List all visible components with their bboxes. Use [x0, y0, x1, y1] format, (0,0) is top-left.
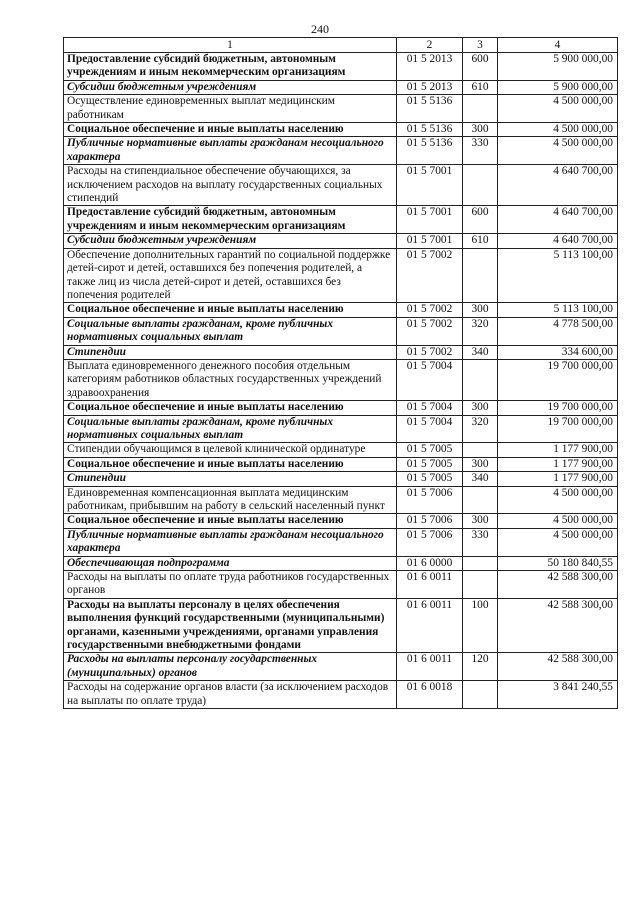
row-amount-cell: 5 900 000,00	[498, 53, 618, 81]
table-row	[64, 571, 618, 599]
row-amount-cell: 4 500 000,00	[498, 486, 618, 514]
table-row	[64, 123, 618, 137]
row-amount-cell: 4 640 700,00	[498, 206, 618, 234]
row-expense-type-cell: 300	[463, 401, 498, 415]
row-code-cell: 01 5 7006	[397, 528, 463, 556]
row-amount-cell: 19 700 000,00	[498, 415, 618, 443]
row-expense-type-cell	[463, 95, 498, 123]
table-body	[64, 53, 618, 709]
row-amount-cell: 4 778 500,00	[498, 317, 618, 345]
row-amount-cell: 4 500 000,00	[498, 137, 618, 165]
row-expense-type-cell: 300	[463, 457, 498, 471]
row-name-cell: Стипендии обучающимся в целевой клинической ординатуре	[64, 443, 397, 457]
row-amount-cell: 4 500 000,00	[498, 95, 618, 123]
row-code-cell: 01 5 7005	[397, 443, 463, 457]
row-amount-cell: 4 640 700,00	[498, 234, 618, 248]
row-expense-type-cell: 600	[463, 206, 498, 234]
row-code-cell: 01 5 7006	[397, 486, 463, 514]
row-expense-type-cell: 300	[463, 303, 498, 317]
row-amount-cell: 50 180 840,55	[498, 556, 618, 570]
row-name-cell: Осуществление единовременных выплат медицинским работникам	[64, 95, 397, 123]
column-header-3: 3	[463, 38, 498, 53]
table-row	[64, 472, 618, 486]
row-name-cell: Социальное обеспечение и иные выплаты населению	[64, 123, 397, 137]
row-code-cell: 01 5 7002	[397, 303, 463, 317]
row-name-cell: Стипендии	[64, 472, 397, 486]
row-expense-type-cell	[463, 571, 498, 599]
row-code-cell: 01 5 5136	[397, 123, 463, 137]
table-row	[64, 681, 618, 709]
row-amount-cell: 3 841 240,55	[498, 681, 618, 709]
table-row	[64, 528, 618, 556]
row-code-cell: 01 5 7004	[397, 359, 463, 400]
row-name-cell: Публичные нормативные выплаты гражданам несоциального характера	[64, 137, 397, 165]
table-row	[64, 206, 618, 234]
row-amount-cell: 19 700 000,00	[498, 359, 618, 400]
row-name-cell: Стипендии	[64, 345, 397, 359]
row-amount-cell: 5 113 100,00	[498, 248, 618, 303]
row-name-cell: Обеспечение дополнительных гарантий по социальной поддержке детей-сирот и детей, оставшихся без попечения родителей, а также лиц из числа детей-сирот и детей, оставшихся без попечения родителей	[64, 248, 397, 303]
row-name-cell: Социальные выплаты гражданам, кроме публичных нормативных социальных выплат	[64, 415, 397, 443]
row-expense-type-cell	[463, 248, 498, 303]
row-name-cell: Социальные выплаты гражданам, кроме публичных нормативных социальных выплат	[64, 317, 397, 345]
row-name-cell: Социальное обеспечение и иные выплаты населению	[64, 457, 397, 471]
table-row	[64, 443, 618, 457]
row-code-cell: 01 5 7002	[397, 345, 463, 359]
column-header-row	[64, 38, 618, 53]
row-amount-cell: 1 177 900,00	[498, 443, 618, 457]
row-expense-type-cell	[463, 681, 498, 709]
row-expense-type-cell: 300	[463, 514, 498, 528]
row-amount-cell: 4 640 700,00	[498, 165, 618, 206]
row-name-cell: Публичные нормативные выплаты гражданам несоциального характера	[64, 528, 397, 556]
row-name-cell: Обеспечивающая подпрограмма	[64, 556, 397, 570]
row-name-cell: Расходы на выплаты персоналу государственных (муниципальных) органов	[64, 653, 397, 681]
row-expense-type-cell	[463, 165, 498, 206]
row-code-cell: 01 5 5136	[397, 137, 463, 165]
row-expense-type-cell: 340	[463, 345, 498, 359]
row-amount-cell: 5 113 100,00	[498, 303, 618, 317]
table-row	[64, 137, 618, 165]
row-code-cell: 01 5 7001	[397, 165, 463, 206]
table-row	[64, 303, 618, 317]
row-amount-cell: 4 500 000,00	[498, 528, 618, 556]
row-amount-cell: 42 588 300,00	[498, 598, 618, 653]
row-expense-type-cell: 610	[463, 80, 498, 94]
table-row	[64, 248, 618, 303]
row-code-cell: 01 5 7001	[397, 206, 463, 234]
row-expense-type-cell: 100	[463, 598, 498, 653]
row-name-cell: Предоставление субсидий бюджетным, автономным учреждениям и иным некоммерческим организациям	[64, 53, 397, 81]
row-code-cell: 01 6 0011	[397, 571, 463, 599]
row-code-cell: 01 6 0011	[397, 653, 463, 681]
table-row	[64, 486, 618, 514]
table-row	[64, 317, 618, 345]
row-expense-type-cell: 120	[463, 653, 498, 681]
table-row	[64, 598, 618, 653]
row-code-cell: 01 6 0000	[397, 556, 463, 570]
row-expense-type-cell: 300	[463, 123, 498, 137]
row-amount-cell: 1 177 900,00	[498, 472, 618, 486]
table-row	[64, 415, 618, 443]
row-code-cell: 01 5 2013	[397, 53, 463, 81]
row-expense-type-cell	[463, 359, 498, 400]
row-code-cell: 01 6 0018	[397, 681, 463, 709]
row-expense-type-cell	[463, 486, 498, 514]
table-row	[64, 359, 618, 400]
row-code-cell: 01 6 0011	[397, 598, 463, 653]
row-amount-cell: 1 177 900,00	[498, 457, 618, 471]
row-name-cell: Расходы на выплаты персоналу в целях обеспечения выполнения функций государственными (муниципальными) органами, казенными учреждениями, органами управления государственными внебюджетными фондами	[64, 598, 397, 653]
page-number: 240	[311, 22, 329, 36]
budget-table	[63, 37, 618, 709]
row-expense-type-cell	[463, 556, 498, 570]
table-row	[64, 401, 618, 415]
row-expense-type-cell: 330	[463, 137, 498, 165]
row-expense-type-cell: 320	[463, 415, 498, 443]
row-expense-type-cell: 610	[463, 234, 498, 248]
row-code-cell: 01 5 5136	[397, 95, 463, 123]
row-code-cell: 01 5 2013	[397, 80, 463, 94]
row-code-cell: 01 5 7004	[397, 415, 463, 443]
column-header-2: 2	[397, 38, 463, 53]
table-row	[64, 95, 618, 123]
row-name-cell: Единовременная компенсационная выплата медицинским работникам, прибывшим на работу в сельский населенный пункт	[64, 486, 397, 514]
row-name-cell: Социальное обеспечение и иные выплаты населению	[64, 514, 397, 528]
column-header-1: 1	[64, 38, 397, 53]
table-row	[64, 514, 618, 528]
row-expense-type-cell	[463, 443, 498, 457]
row-code-cell: 01 5 7001	[397, 234, 463, 248]
row-amount-cell: 4 500 000,00	[498, 514, 618, 528]
table-row	[64, 165, 618, 206]
row-expense-type-cell: 320	[463, 317, 498, 345]
row-amount-cell: 19 700 000,00	[498, 401, 618, 415]
row-code-cell: 01 5 7002	[397, 317, 463, 345]
row-amount-cell: 5 900 000,00	[498, 80, 618, 94]
row-amount-cell: 4 500 000,00	[498, 123, 618, 137]
row-amount-cell: 42 588 300,00	[498, 653, 618, 681]
row-name-cell: Социальное обеспечение и иные выплаты населению	[64, 401, 397, 415]
row-amount-cell: 334 600,00	[498, 345, 618, 359]
row-name-cell: Расходы на содержание органов власти (за исключением расходов на выплаты по оплате труда)	[64, 681, 397, 709]
column-header-4: 4	[498, 38, 618, 53]
row-name-cell: Субсидии бюджетным учреждениям	[64, 234, 397, 248]
table-row	[64, 653, 618, 681]
table-row	[64, 234, 618, 248]
row-code-cell: 01 5 7005	[397, 472, 463, 486]
table-row	[64, 345, 618, 359]
row-code-cell: 01 5 7005	[397, 457, 463, 471]
row-name-cell: Выплата единовременного денежного пособия отдельным категориям работников областных государственных учреждений здравоохранения	[64, 359, 397, 400]
row-name-cell: Субсидии бюджетным учреждениям	[64, 80, 397, 94]
table-row	[64, 53, 618, 81]
row-amount-cell: 42 588 300,00	[498, 571, 618, 599]
row-name-cell: Предоставление субсидий бюджетным, автономным учреждениям и иным некоммерческим организациям	[64, 206, 397, 234]
table-row	[64, 80, 618, 94]
row-expense-type-cell: 330	[463, 528, 498, 556]
row-expense-type-cell: 340	[463, 472, 498, 486]
row-name-cell: Расходы на выплаты по оплате труда работников государственных органов	[64, 571, 397, 599]
row-code-cell: 01 5 7002	[397, 248, 463, 303]
row-code-cell: 01 5 7006	[397, 514, 463, 528]
table-row	[64, 457, 618, 471]
row-name-cell: Расходы на стипендиальное обеспечение обучающихся, за исключением расходов на выплату государственных социальных стипендий	[64, 165, 397, 206]
row-code-cell: 01 5 7004	[397, 401, 463, 415]
row-expense-type-cell: 600	[463, 53, 498, 81]
row-name-cell: Социальное обеспечение и иные выплаты населению	[64, 303, 397, 317]
table-row	[64, 556, 618, 570]
